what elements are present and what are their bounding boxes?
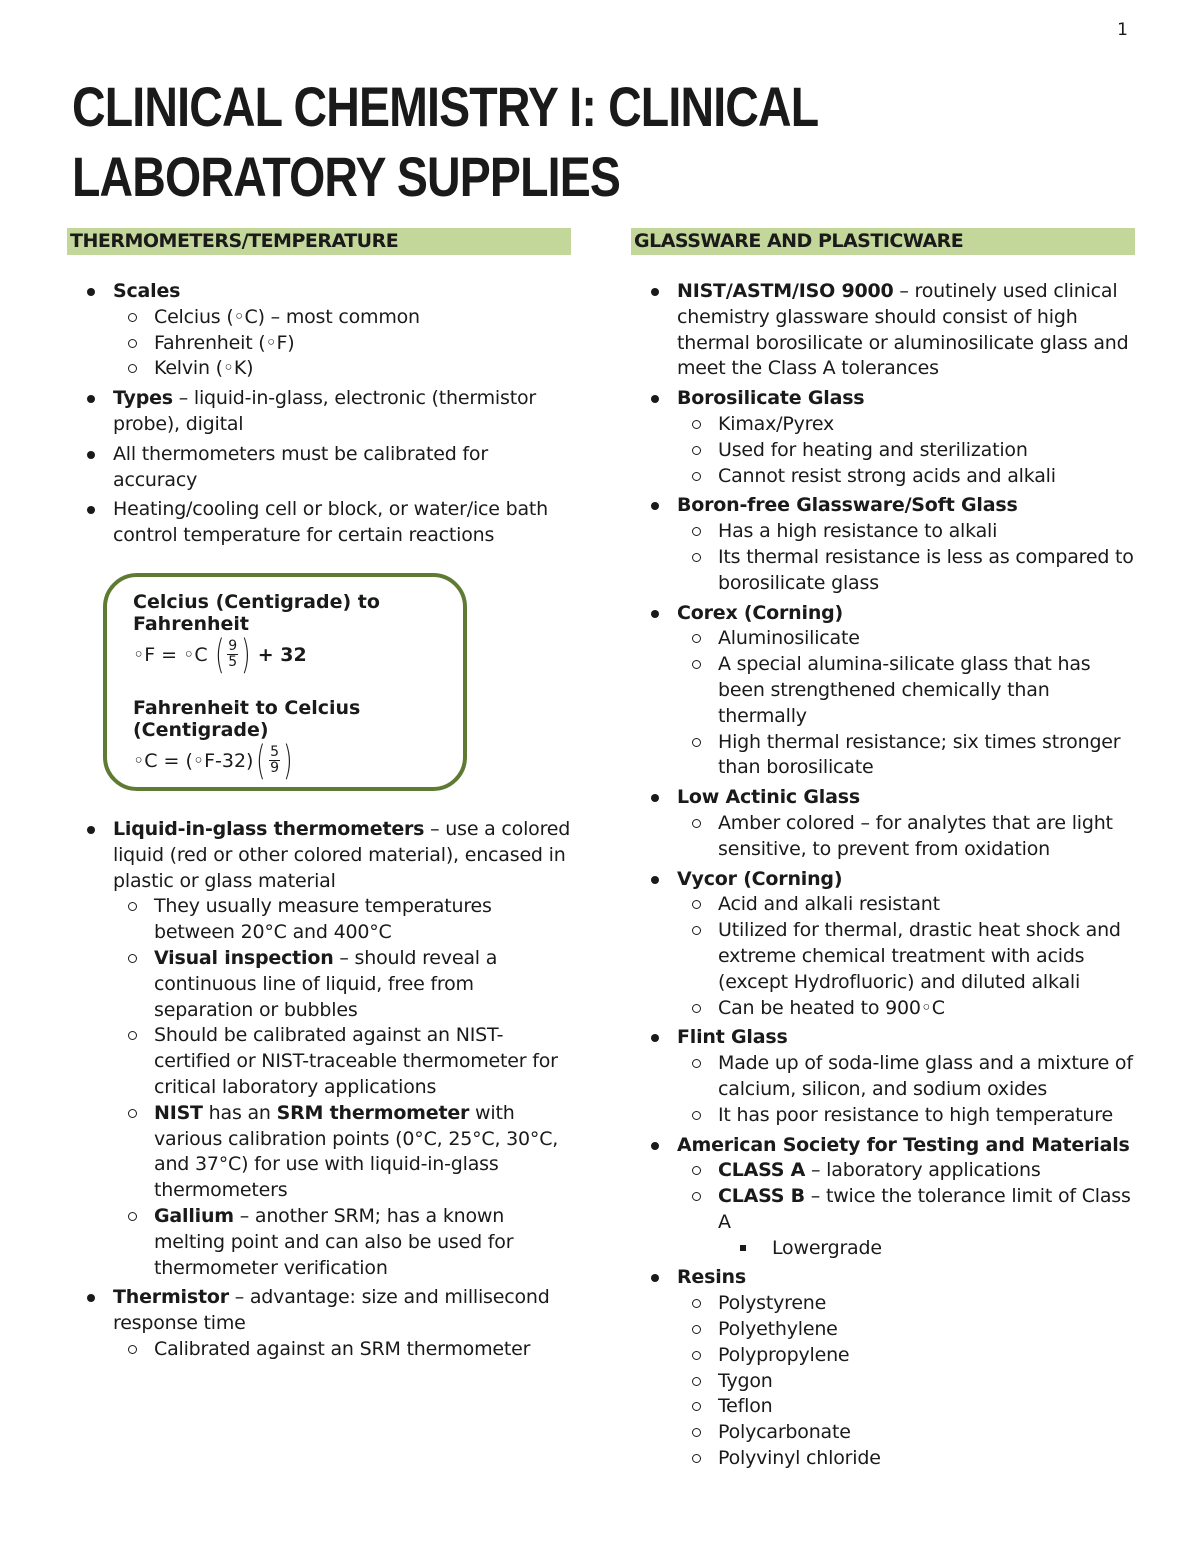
c-to-f-lhs: ◦F = ◦C [133, 643, 208, 666]
list-item: Can be heated to 900◦C [677, 996, 1135, 1022]
list-item-astm [631, 1133, 1135, 1262]
c-to-f-rhs: + 32 [257, 643, 307, 666]
list-item-vycor [631, 867, 1135, 1022]
list-item: Has a high resistance to alkali [677, 519, 1135, 545]
list-item-thermistor [67, 1285, 571, 1362]
corex-suffix: (Corning) [737, 601, 844, 624]
list-item: Amber colored – for analytes that are light sensitive, to prevent from oxidation [677, 811, 1135, 863]
conversion-formula-box [103, 573, 467, 791]
astm-label: American Society for Testing and Materials [677, 1133, 1130, 1156]
nist-mid: has an [202, 1101, 277, 1124]
visual-inspection-label: Visual inspection [154, 946, 334, 969]
astm-sublist [677, 1158, 1135, 1261]
list-item-low-actinic [631, 785, 1135, 862]
vycor-sublist [677, 892, 1135, 1021]
scales-sublist [113, 305, 571, 382]
low-actinic-label: Low Actinic Glass [677, 786, 860, 809]
thermometers-list [67, 279, 571, 549]
f-to-c-title: Fahrenheit to Celcius (Centigrade) [133, 696, 361, 741]
list-item: Aluminosilicate [677, 626, 1135, 652]
boron-free-label: Boron-free Glassware/Soft Glass [677, 494, 1018, 517]
list-item: Polyethylene [677, 1317, 1135, 1343]
list-item-class-a [677, 1158, 1135, 1184]
c-to-f-title: Celcius (Centigrade) to Fahrenheit [133, 590, 380, 635]
list-item-borosilicate [631, 386, 1135, 489]
srm-label: SRM thermometer [276, 1101, 470, 1124]
nist-astm-label: NIST/ASTM/ISO 9000 [677, 280, 894, 302]
list-item: Fahrenheit (◦F) [113, 331, 571, 357]
list-item: They usually measure temperatures between 20°C and 400°C [113, 894, 571, 946]
thermometer-types-list [67, 817, 571, 1363]
list-item-types [67, 386, 571, 438]
page-title [72, 72, 902, 212]
borosilicate-sublist [677, 412, 1135, 489]
class-a-label: CLASS A [718, 1159, 806, 1182]
list-item-class-b [677, 1184, 1135, 1261]
list-item: Acid and alkali resistant [677, 892, 1135, 918]
list-item-gallium [113, 1204, 571, 1281]
list-item: Polypropylene [677, 1343, 1135, 1369]
list-item: Polystyrene [677, 1291, 1135, 1317]
page-number: 1 [1117, 20, 1128, 40]
list-item: Tygon [677, 1369, 1135, 1395]
thermistor-label: Thermistor [113, 1286, 229, 1309]
list-item-resins [631, 1265, 1135, 1471]
list-item: A special alumina-silicate glass that has been strengthened chemically than thermally [677, 652, 1135, 729]
glassware-column [631, 228, 1135, 1476]
class-b-label: CLASS B [718, 1185, 805, 1208]
list-item-flint [631, 1025, 1135, 1128]
vycor-suffix: (Corning) [736, 867, 843, 890]
class-b-sublist [718, 1236, 1135, 1262]
corex-label: Corex [677, 601, 738, 624]
list-item: Utilized for thermal, drastic heat shock and extreme chemical treatment with acids (except Hydrofluoric) and diluted alkali [677, 918, 1135, 995]
vycor-label: Vycor [677, 867, 737, 890]
list-item: It has poor resistance to high temperature [677, 1103, 1135, 1129]
nist-label: NIST [154, 1101, 203, 1124]
list-item-heating: Heating/cooling cell or block, or water/ice bath control temperature for certain reactions [67, 497, 571, 549]
section-header-glassware: GLASSWARE AND PLASTICWARE [631, 228, 1135, 255]
boron-free-sublist [677, 519, 1135, 596]
flint-label: Flint Glass [677, 1026, 788, 1049]
list-item: Kimax/Pyrex [677, 412, 1135, 438]
title-line-1: CLINICAL CHEMISTRY I: CLINICAL [72, 75, 819, 138]
class-b-text: – twice the tolerance limit of Class A [718, 1185, 1131, 1233]
low-actinic-sublist [677, 811, 1135, 863]
list-item: High thermal resistance; six times stronger than borosilicate [677, 730, 1135, 782]
f-to-c-fraction: ( $\frac{5}{9}$ ) [256, 737, 293, 784]
list-item-boron-free [631, 493, 1135, 596]
fraction-numerator: 9 [228, 638, 238, 655]
section-header-thermometers: THERMOMETERS/TEMPERATURE [67, 228, 571, 255]
liquid-in-glass-text: – use a colored liquid (red or other colored material), encased in plastic or glass material [113, 817, 571, 892]
scales-label: Scales [113, 280, 181, 302]
list-item: Cannot resist strong acids and alkali [677, 464, 1135, 490]
class-a-text: – laboratory applications [805, 1159, 1041, 1182]
fraction-denominator: 5 [228, 654, 238, 671]
list-item-liquid-in-glass [67, 817, 571, 1281]
list-item-nist [113, 1101, 571, 1204]
thermistor-sublist [113, 1337, 571, 1363]
fraction-denominator: 9 [270, 760, 279, 777]
gallium-label: Gallium [154, 1204, 234, 1227]
list-item-corex [631, 601, 1135, 782]
f-to-c-lhs: ◦C = (◦F-32) [133, 749, 254, 772]
title-line-2: LABORATORY SUPPLIES [72, 145, 621, 208]
glassware-list [631, 279, 1135, 1472]
list-item-calibrated: All thermometers must be calibrated for accuracy [67, 442, 571, 494]
resins-sublist [677, 1291, 1135, 1472]
list-item: Its thermal resistance is less as compared to borosilicate glass [677, 545, 1135, 597]
list-item: Made up of soda-lime glass and a mixture of calcium, silicon, and sodium oxides [677, 1051, 1135, 1103]
gallium-text: – another SRM; has a known melting point and can also be used for thermometer verification [154, 1204, 514, 1279]
list-item: Celcius (◦C) – most common [113, 305, 571, 331]
corex-sublist [677, 626, 1135, 781]
list-item-nist-astm [631, 279, 1135, 382]
list-item: Lowergrade [718, 1236, 1135, 1262]
borosilicate-label: Borosilicate Glass [677, 387, 865, 410]
types-text: – liquid-in-glass, electronic (thermistor probe), digital [113, 387, 536, 435]
c-to-f-fraction: ( $\frac{9}{5}$ ) [214, 631, 251, 678]
types-label: Types [113, 387, 173, 410]
nist-text: with various calibration points (0°C, 25°C, 30°C, and 37°C) for use with liquid-in-glass thermometers [154, 1101, 559, 1202]
fraction-numerator: 5 [270, 744, 279, 761]
list-item-scales [67, 279, 571, 382]
list-item: Kelvin (◦K) [113, 356, 571, 382]
visual-inspection-text: – should reveal a continuous line of liquid, free from separation or bubbles [154, 946, 498, 1021]
thermometers-column [67, 228, 571, 1367]
resins-label: Resins [677, 1266, 746, 1289]
list-item: Used for heating and sterilization [677, 438, 1135, 464]
thermistor-text: – advantage: size and millisecond response time [113, 1286, 550, 1335]
liquid-in-glass-sublist [113, 894, 571, 1281]
list-item: Should be calibrated against an NIST-certified or NIST-traceable thermometer for critical laboratory applications [113, 1023, 571, 1100]
liquid-in-glass-label: Liquid-in-glass thermometers [113, 817, 425, 840]
list-item: Polycarbonate [677, 1420, 1135, 1446]
flint-sublist [677, 1051, 1135, 1128]
list-item-visual-inspection [113, 946, 571, 1023]
nist-astm-text: – routinely used clinical chemistry glassware should consist of high thermal borosilicate or aluminosilicate glass and meet the Class A tolerances [677, 280, 1129, 380]
list-item: Teflon [677, 1394, 1135, 1420]
list-item: Calibrated against an SRM thermometer [113, 1337, 571, 1363]
list-item: Polyvinyl chloride [677, 1446, 1135, 1472]
